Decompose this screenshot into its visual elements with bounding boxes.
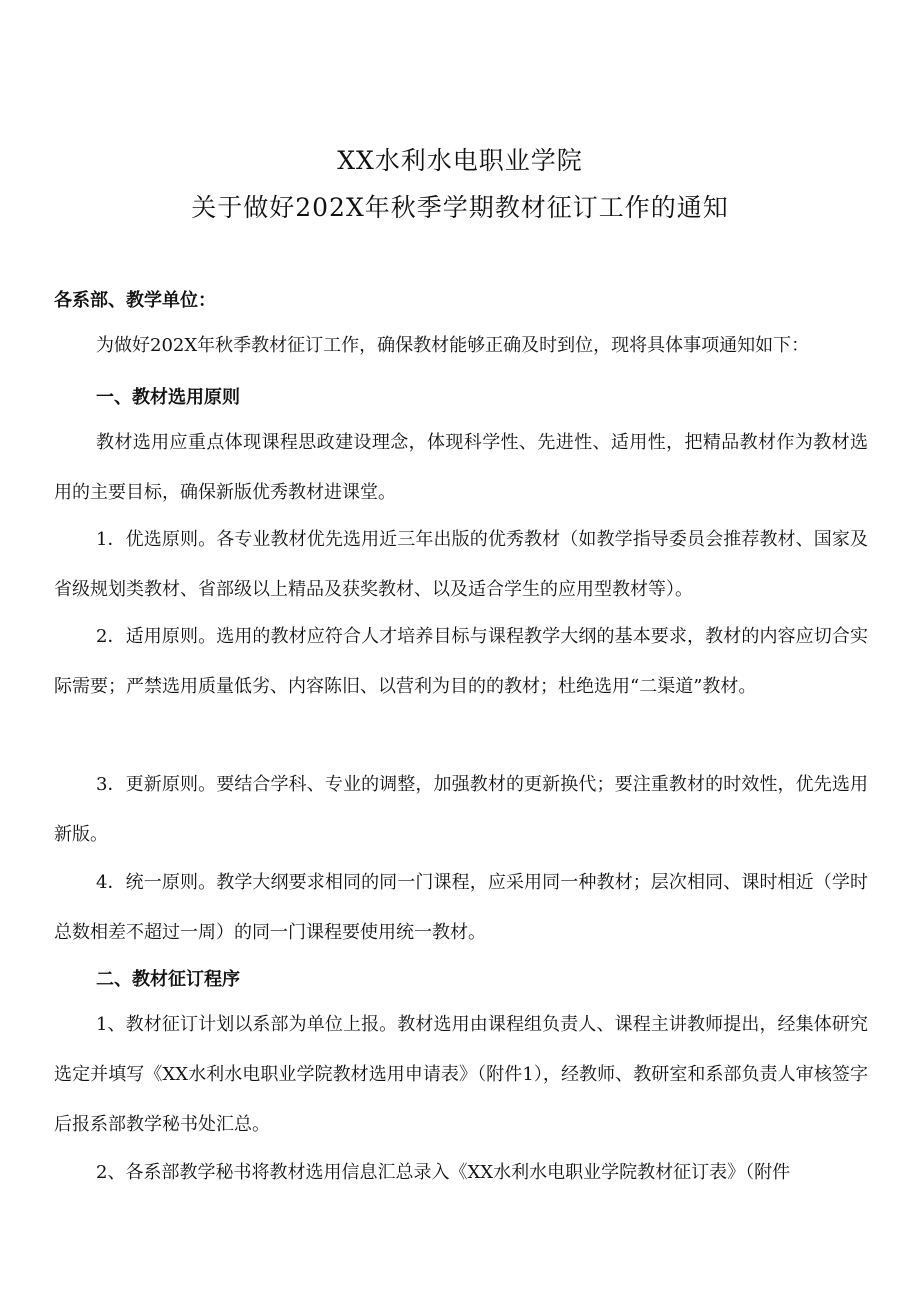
section-heading-principles: 一、教材选用原则 bbox=[96, 387, 240, 408]
document-title-line-1: XX水利水电职业学院 bbox=[337, 146, 583, 175]
section-heading-procedure: 二、教材征订程序 bbox=[96, 969, 240, 990]
intro-paragraph: 为做好202X年秋季教材征订工作，确保教材能够正确及时到位，现将具体事项通知如下： bbox=[96, 335, 810, 356]
document-title-line-2: 关于做好202X年秋季学期教材征订工作的通知 bbox=[191, 193, 729, 222]
principle-item: 3．更新原则。要结合学科、专业的调整，加强教材的更新换代；要注重教材的时效性，优先选用新版。 bbox=[54, 774, 868, 845]
procedure-item: 2、各系部教学秘书将教材选用信息汇总录入《XX水利水电职业学院教材征订表》（附件 bbox=[96, 1162, 791, 1183]
salutation: 各系部、教学单位： bbox=[54, 290, 216, 311]
procedure-item: 1、教材征订计划以系部为单位上报。教材选用由课程组负责人、课程主讲教师提出，经集体研究选定并填写《XX水利水电职业学院教材选用申请表》（附件1），经教师、教研室和系部负责人审核签字后报系部教学秘书处汇总。 bbox=[54, 1014, 868, 1135]
principle-item: 4．统一原则。教学大纲要求相同的同一门课程，应采用同一种教材；层次相同、课时相近（学时总数相差不超过一周）的同一门课程要使用统一教材。 bbox=[54, 872, 868, 943]
principle-item: 2．适用原则。选用的教材应符合人才培养目标与课程教学大纲的基本要求，教材的内容应切合实际需要；严禁选用质量低劣、内容陈旧、以营利为目的的教材；杜绝选用“二渠道”教材。 bbox=[54, 626, 868, 697]
principles-intro-paragraph: 教材选用应重点体现课程思政建设理念，体现科学性、先进性、适用性，把精品教材作为教材选用的主要目标，确保新版优秀教材进课堂。 bbox=[54, 432, 868, 503]
principle-item: 1．优选原则。各专业教材优先选用近三年出版的优秀教材（如教学指导委员会推荐教材、国家及省级规划类教材、省部级以上精品及获奖教材、以及适合学生的应用型教材等）。 bbox=[54, 529, 868, 600]
